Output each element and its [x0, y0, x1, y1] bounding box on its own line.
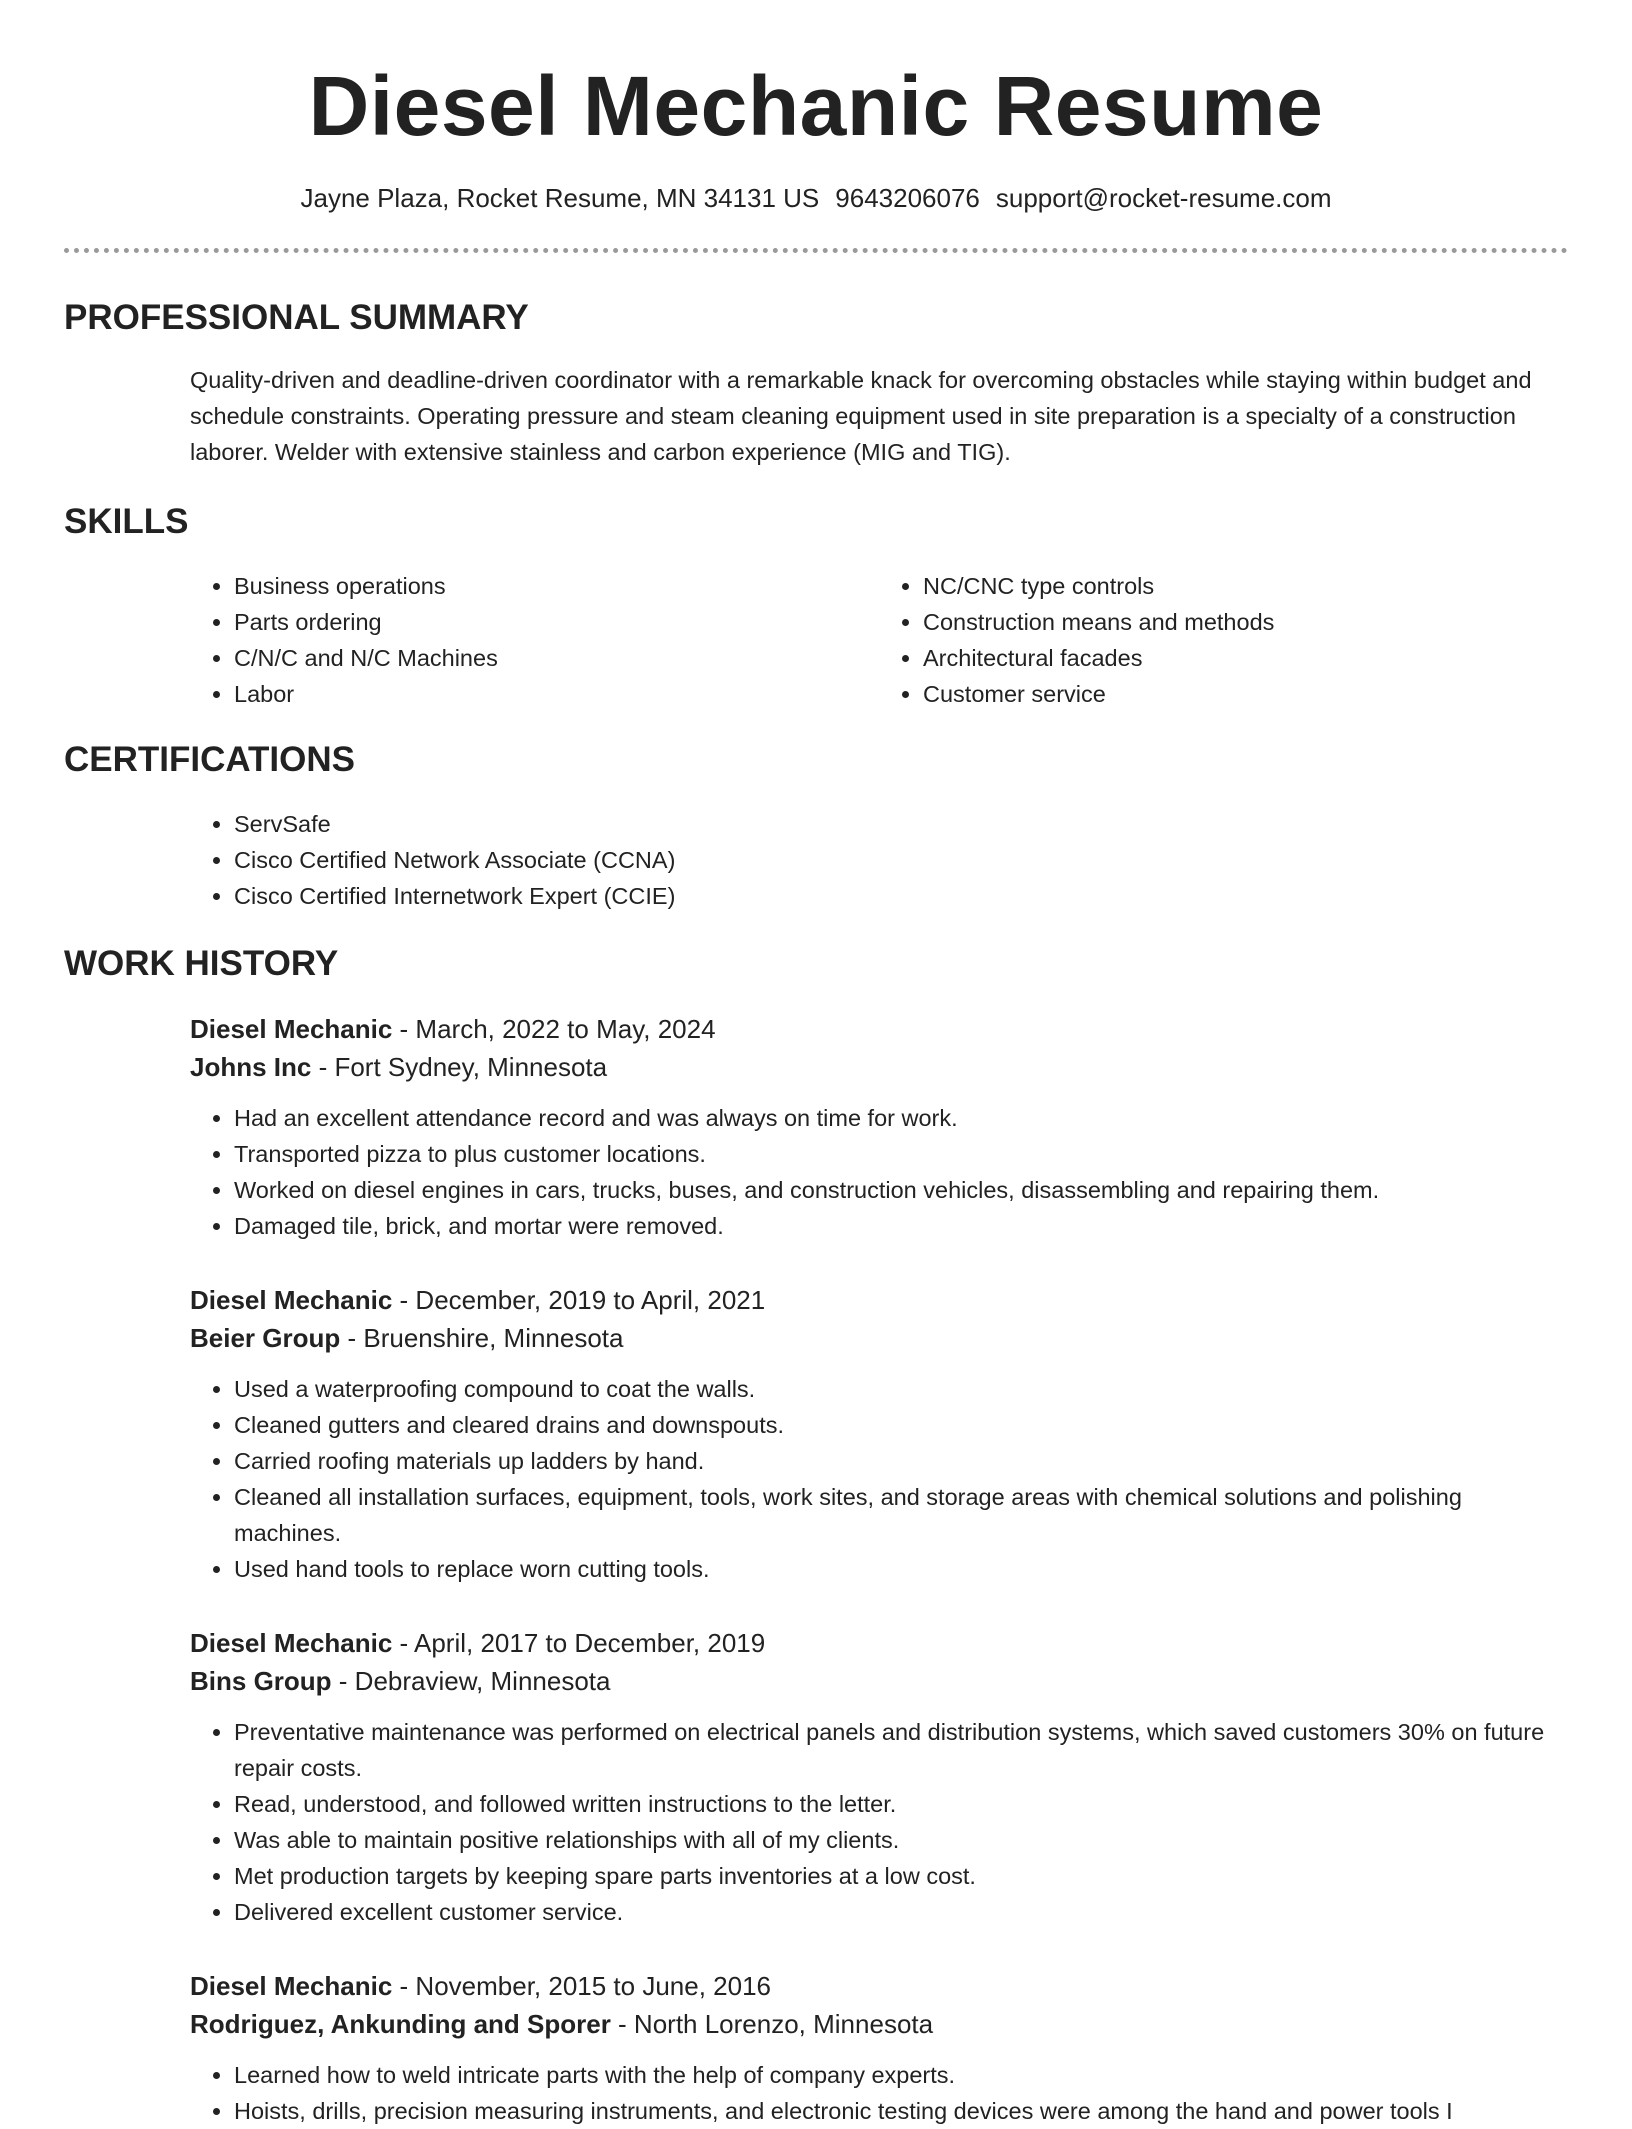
job-entry: [64, 1624, 1568, 1930]
job-company: Beier Group: [190, 1323, 341, 1353]
job-company-line: [190, 1662, 1568, 1700]
job-company-line: [190, 1319, 1568, 1357]
job-title-line: [190, 1010, 1568, 1048]
job-bullet: • Cleaned all installation surfaces, equipment, tools, work sites, and storage areas with chemical solutions and polishing machines.: [234, 1479, 1568, 1551]
job-entry: [64, 1967, 1568, 2129]
job-location: - Debraview, Minnesota: [331, 1666, 611, 1696]
job-bullet: • Read, understood, and followed written instructions to the letter.: [234, 1786, 1568, 1822]
job-company: Bins Group: [190, 1666, 332, 1696]
work-history-heading: WORK HISTORY: [64, 944, 339, 983]
job-bullet: • Carried roofing materials up ladders by hand.: [234, 1443, 1568, 1479]
job-bullet: • Met production targets by keeping spare parts inventories at a low cost.: [234, 1858, 1568, 1894]
job-bullets: [190, 1371, 1568, 1587]
summary-section: [64, 296, 1568, 470]
skill-item: • Parts ordering: [234, 604, 879, 640]
skills-section: [64, 500, 1568, 712]
contact-line: [64, 180, 1568, 216]
job-bullets: [190, 1714, 1568, 1930]
job-bullet: • Hoists, drills, precision measuring instruments, and electronic testing devices were among the hand and power tools I: [234, 2093, 1568, 2129]
skills-list-right: [879, 568, 1568, 712]
job-bullets: [190, 1100, 1568, 1244]
job-company: Rodriguez, Ankunding and Sporer: [190, 2009, 611, 2039]
job-title-line: [190, 1624, 1568, 1662]
summary-text: Quality-driven and deadline-driven coordinator with a remarkable knack for overcoming obstacles while staying within budget and schedule constraints. Operating pressure and steam cleaning equipment used in site preparation is a specialty of a construction laborer. Welder with extensive stainless and carbon experience (MIG and TIG).: [190, 367, 1532, 465]
job-bullet: • Was able to maintain positive relationships with all of my clients.: [234, 1822, 1568, 1858]
job-bullet: • Used a waterproofing compound to coat the walls.: [234, 1371, 1568, 1407]
job-title: Diesel Mechanic: [190, 1285, 393, 1315]
skill-item: • Labor: [234, 676, 879, 712]
work-history-section: [64, 942, 1568, 986]
job-bullet: • Transported pizza to plus customer locations.: [234, 1136, 1568, 1172]
job-company-line: [190, 2005, 1568, 2043]
job-company-line: [190, 1048, 1568, 1086]
certifications-wrap: [190, 806, 1568, 914]
job-entry: [64, 1010, 1568, 1244]
skills-columns: [190, 568, 1568, 712]
job-bullet: • Preventative maintenance was performed on electrical panels and distribution systems, which saved customers 30% on future repair costs.: [234, 1714, 1568, 1786]
job-bullet: • Cleaned gutters and cleared drains and downspouts.: [234, 1407, 1568, 1443]
certifications-list: [190, 806, 1568, 914]
skill-item: • C/N/C and N/C Machines: [234, 640, 879, 676]
job-title-line: [190, 1967, 1568, 2005]
job-location: - North Lorenzo, Minnesota: [610, 2009, 934, 2039]
certification-item: • Cisco Certified Network Associate (CCNA): [234, 842, 1568, 878]
certification-item: • Cisco Certified Internetwork Expert (CCIE): [234, 878, 1568, 914]
skill-item: • Construction means and methods: [923, 604, 1568, 640]
job-dates: - November, 2015 to June, 2016: [392, 1971, 772, 2001]
contact-email: support@rocket-resume.com: [995, 183, 1332, 213]
skills-heading: SKILLS: [64, 502, 189, 541]
header-divider: [64, 248, 1568, 253]
job-title: Diesel Mechanic: [190, 1014, 393, 1044]
job-dates: - March, 2022 to May, 2024: [392, 1014, 716, 1044]
job-dates: - April, 2017 to December, 2019: [392, 1628, 766, 1658]
contact-phone: 9643206076: [835, 183, 980, 213]
skill-item: • Architectural facades: [923, 640, 1568, 676]
job-bullet: • Damaged tile, brick, and mortar were removed.: [234, 1208, 1568, 1244]
job-location: - Bruenshire, Minnesota: [340, 1323, 624, 1353]
job-entry: [64, 1281, 1568, 1587]
certifications-heading: CERTIFICATIONS: [64, 740, 356, 779]
job-bullets: [190, 2057, 1568, 2129]
job-bullet: • Delivered excellent customer service.: [234, 1894, 1568, 1930]
skills-list-left: [190, 568, 879, 712]
skill-item: • Business operations: [234, 568, 879, 604]
skill-item: • NC/CNC type controls: [923, 568, 1568, 604]
job-company: Johns Inc: [190, 1052, 312, 1082]
certification-item: • ServSafe: [234, 806, 1568, 842]
job-bullet: • Had an excellent attendance record and was always on time for work.: [234, 1100, 1568, 1136]
job-dates: - December, 2019 to April, 2021: [392, 1285, 766, 1315]
job-title: Diesel Mechanic: [190, 1628, 393, 1658]
page-title: Diesel Mechanic Resume: [308, 59, 1324, 153]
contact-address: Jayne Plaza, Rocket Resume, MN 34131 US: [300, 183, 820, 213]
skill-item: • Customer service: [923, 676, 1568, 712]
job-bullet: • Worked on diesel engines in cars, trucks, buses, and construction vehicles, disassembling and repairing them.: [234, 1172, 1568, 1208]
job-title: Diesel Mechanic: [190, 1971, 393, 2001]
certifications-section: [64, 738, 1568, 914]
job-location: - Fort Sydney, Minnesota: [311, 1052, 608, 1082]
job-bullet: • Used hand tools to replace worn cutting tools.: [234, 1551, 1568, 1587]
summary-heading: PROFESSIONAL SUMMARY: [64, 298, 529, 337]
job-bullet: • Learned how to weld intricate parts with the help of company experts.: [234, 2057, 1568, 2093]
job-title-line: [190, 1281, 1568, 1319]
